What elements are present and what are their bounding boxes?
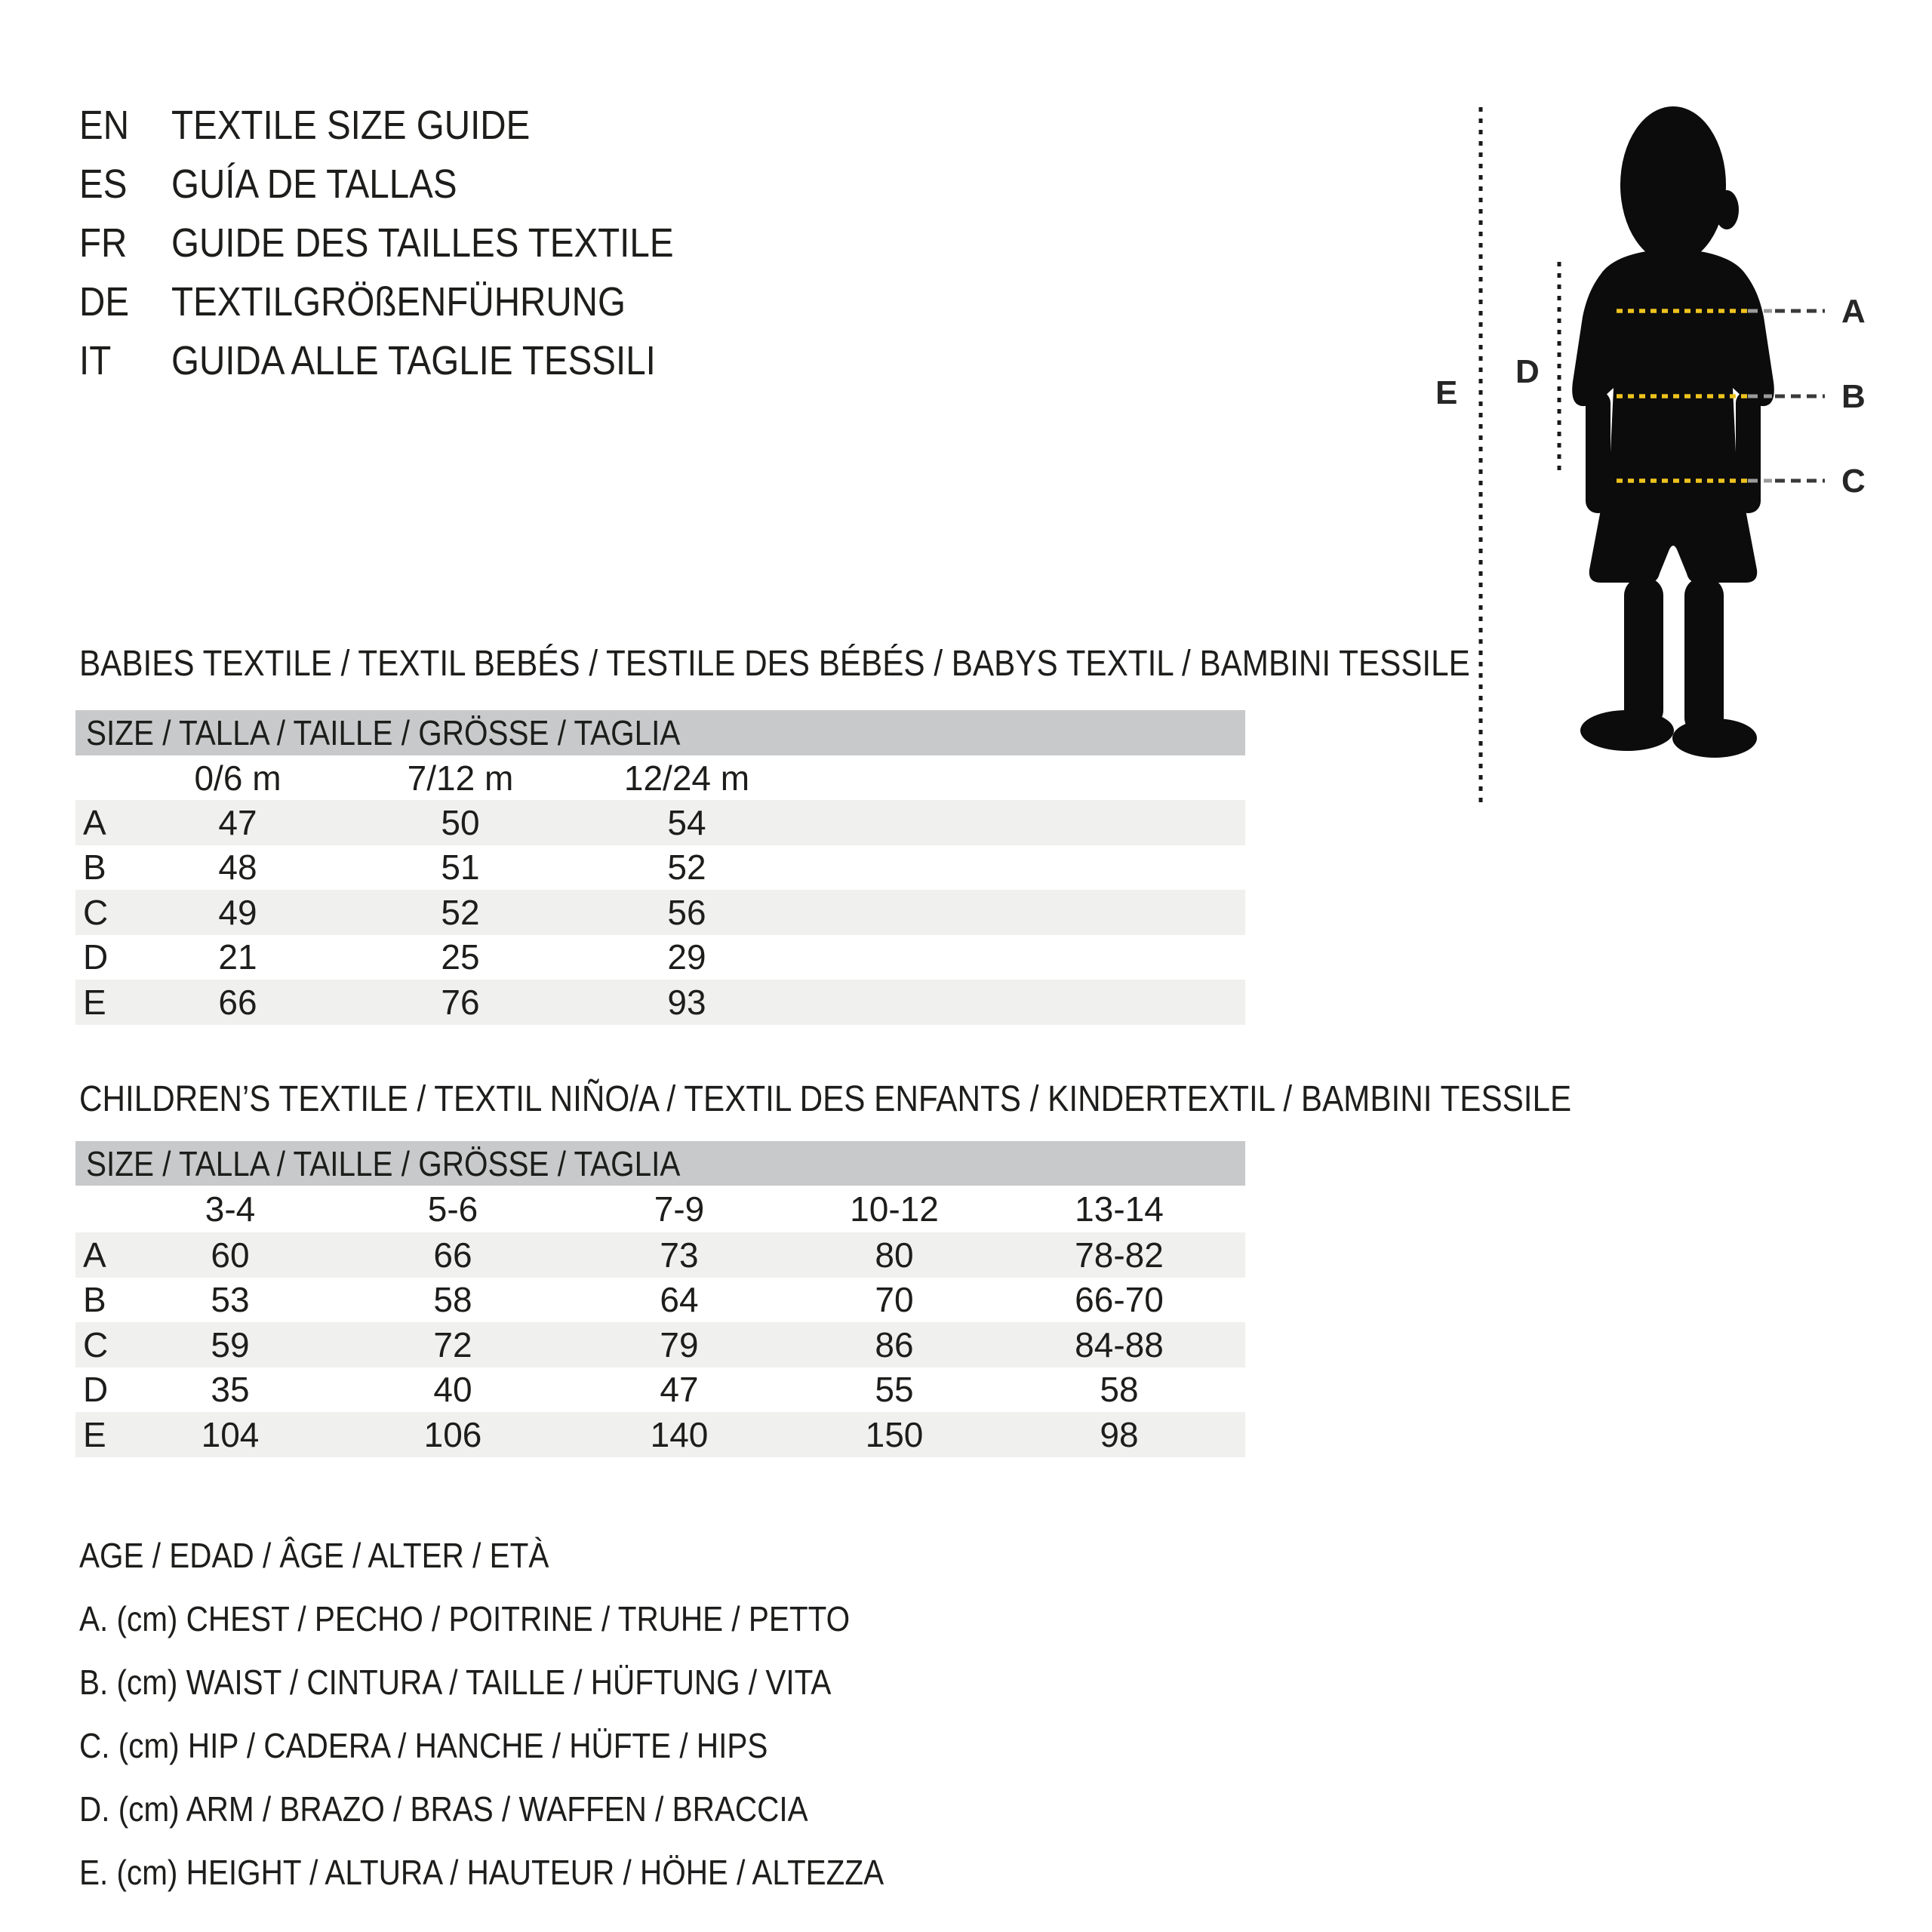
lang-line-en — [79, 96, 742, 155]
lang-line-it — [79, 331, 742, 390]
table-row — [75, 1322, 1245, 1367]
table-cell: 52 — [667, 848, 706, 888]
column-header: 13-14 — [1075, 1189, 1164, 1229]
figure-label-c: C — [1841, 463, 1866, 500]
row-label: A — [83, 1235, 106, 1275]
column-header: 7-9 — [654, 1189, 705, 1229]
table-cell: 50 — [441, 802, 480, 842]
table-cell: 54 — [667, 802, 706, 842]
row-label: E — [83, 1414, 106, 1454]
table-cell: 47 — [660, 1370, 699, 1410]
lang-code: FR — [79, 220, 128, 266]
table-cell: 47 — [218, 802, 257, 842]
table-cell: 150 — [865, 1414, 924, 1454]
table-cell: 56 — [667, 892, 706, 932]
table-cell: 70 — [875, 1280, 914, 1320]
table-cell: 66 — [433, 1235, 472, 1275]
table-cell: 52 — [441, 892, 480, 932]
lang-code: ES — [79, 162, 128, 207]
row-label: C — [83, 892, 109, 932]
guide-title-en: TEXTILE SIZE GUIDE — [171, 103, 531, 148]
row-label: A — [83, 802, 106, 842]
size-header-bar: SIZE / TALLA / TAILLE / GRÖSSE / TAGLIA — [75, 1141, 1245, 1186]
figure-label-b: B — [1841, 378, 1866, 415]
column-header: 5-6 — [427, 1189, 478, 1229]
babies-section-title: BABIES TEXTILE / TEXTIL BEBÉS / TESTILE DES BÉBÉS / BABYS TEXTIL / BAMBINI TESSILE — [79, 644, 1470, 684]
table-cell: 58 — [1100, 1370, 1139, 1410]
figure-label-d: D — [1515, 353, 1540, 390]
guide-title-es: GUÍA DE TALLAS — [171, 162, 457, 207]
table-cell: 98 — [1100, 1414, 1139, 1454]
table-row — [75, 890, 1245, 935]
figure-label-e: E — [1435, 374, 1458, 411]
column-header: 12/24 m — [623, 758, 750, 798]
legend-waist: B. (cm) WAIST / CINTURA / TAILLE / HÜFTUNG / VITA — [79, 1663, 832, 1702]
lang-line-es — [79, 155, 742, 214]
table-row — [75, 1232, 1245, 1278]
table-cell: 84-88 — [1075, 1324, 1164, 1364]
table-cell: 49 — [218, 892, 257, 932]
figure-label-a: A — [1841, 293, 1866, 330]
measurement-legend — [79, 1524, 994, 1904]
table-cell: 66-70 — [1075, 1280, 1164, 1320]
row-label: D — [83, 937, 109, 977]
legend-chest: A. (cm) CHEST / PECHO / POITRINE / TRUHE / PETTO — [79, 1599, 851, 1638]
table-cell: 86 — [875, 1324, 914, 1364]
guide-title-de: TEXTILGRÖßENFÜHRUNG — [171, 279, 626, 325]
lang-code: IT — [79, 338, 112, 383]
babies-size-table — [75, 710, 1245, 1025]
guide-title-it: GUIDA ALLE TAGLIE TESSILI — [171, 338, 656, 383]
table-cell: 40 — [433, 1370, 472, 1410]
child-silhouette-diagram — [1419, 60, 1932, 830]
table-cell: 140 — [650, 1414, 709, 1454]
table-cell: 48 — [218, 848, 257, 888]
legend-age: AGE / EDAD / ÂGE / ALTER / ETÀ — [79, 1536, 549, 1575]
legend-hip: C. (cm) HIP / CADERA / HANCHE / HÜFTE / HIPS — [79, 1726, 768, 1765]
row-label: C — [83, 1324, 109, 1364]
guide-title-fr: GUIDE DES TAILLES TEXTILE — [171, 220, 674, 266]
legend-arm: D. (cm) ARM / BRAZO / BRAS / WAFFEN / BRACCIA — [79, 1789, 808, 1829]
table-cell: 21 — [218, 937, 257, 977]
table-cell: 59 — [211, 1324, 250, 1364]
children-size-table — [75, 1141, 1245, 1457]
table-cell: 55 — [875, 1370, 914, 1410]
table-cell: 35 — [211, 1370, 250, 1410]
table-cell: 93 — [667, 982, 706, 1022]
table-cell: 58 — [433, 1280, 472, 1320]
table-cell: 25 — [441, 937, 480, 977]
row-label: D — [83, 1370, 109, 1410]
table-cell: 76 — [441, 982, 480, 1022]
column-header: 7/12 m — [407, 758, 514, 798]
children-column-headers — [75, 1186, 1245, 1232]
size-header-bar: SIZE / TALLA / TAILLE / GRÖSSE / TAGLIA — [75, 710, 1245, 755]
table-cell: 78-82 — [1075, 1235, 1164, 1275]
table-cell: 104 — [201, 1414, 260, 1454]
language-header — [79, 96, 742, 390]
row-label: B — [83, 1280, 106, 1320]
table-row — [75, 800, 1245, 845]
table-cell: 64 — [660, 1280, 699, 1320]
table-cell: 51 — [441, 848, 480, 888]
table-row — [75, 1412, 1245, 1457]
column-header: 10-12 — [850, 1189, 939, 1229]
table-cell: 80 — [875, 1235, 914, 1275]
table-cell: 29 — [667, 937, 706, 977]
lang-code: DE — [79, 279, 130, 325]
table-row — [75, 980, 1245, 1025]
babies-column-headers — [75, 755, 1245, 800]
row-label: E — [83, 982, 106, 1022]
legend-height: E. (cm) HEIGHT / ALTURA / HAUTEUR / HÖHE / ALTEZZA — [79, 1853, 884, 1892]
table-row — [75, 1278, 1245, 1323]
table-row — [75, 845, 1245, 891]
table-row — [75, 935, 1245, 980]
column-header: 0/6 m — [194, 758, 281, 798]
measurement-figure — [1419, 60, 1932, 830]
table-cell: 73 — [660, 1235, 699, 1275]
table-cell: 79 — [660, 1324, 699, 1364]
column-header: 3-4 — [205, 1189, 256, 1229]
table-row — [75, 1367, 1245, 1413]
lang-line-de — [79, 272, 742, 331]
table-cell: 106 — [423, 1414, 482, 1454]
children-section-title: CHILDREN’S TEXTILE / TEXTIL NIÑO/A / TEXTIL DES ENFANTS / KINDERTEXTIL / BAMBINI TESSILE — [79, 1079, 1572, 1119]
lang-line-fr — [79, 214, 742, 272]
table-cell: 53 — [211, 1280, 250, 1320]
table-cell: 66 — [218, 982, 257, 1022]
table-cell: 60 — [211, 1235, 250, 1275]
lang-code: EN — [79, 103, 130, 148]
row-label: B — [83, 848, 106, 888]
table-cell: 72 — [433, 1324, 472, 1364]
